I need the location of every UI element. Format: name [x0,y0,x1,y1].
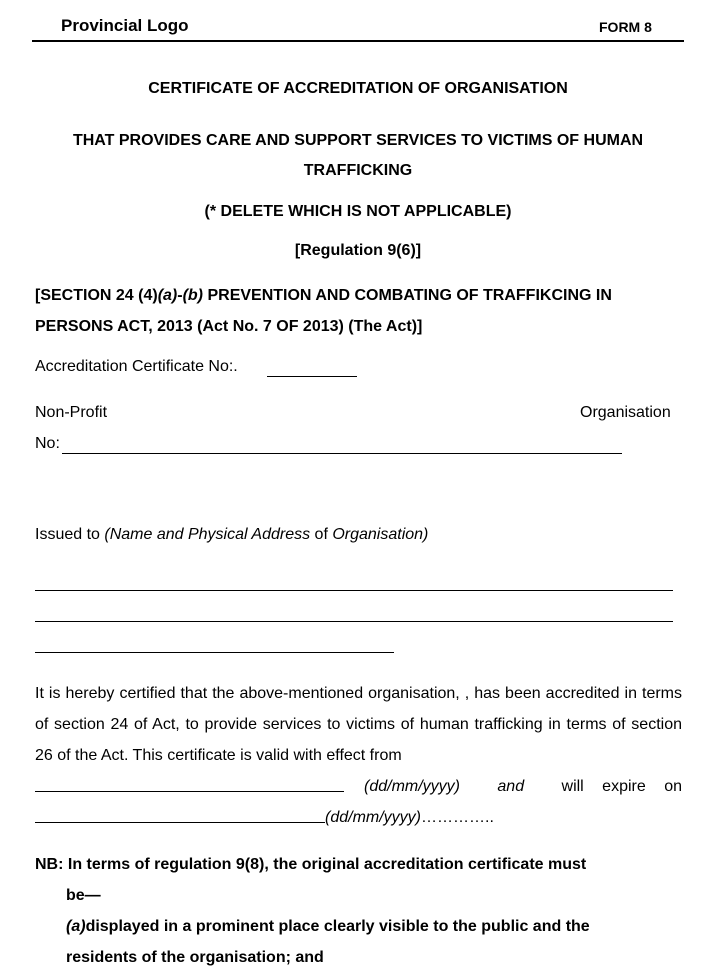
nb-be: be— [66,887,101,904]
section-reference: [SECTION 24 (4)(a)-(b) PREVENTION AND COMBATING OF TRAFFIKCING IN PERSONS ACT, 2013 (Act No. 7 OF 2013) (The Act)] [35,287,612,335]
address-line-3[interactable] [35,652,394,653]
regulation-reference: [Regulation 9(6)] [294,242,422,259]
certificate-title: CERTIFICATE OF ACCREDITATION OF ORGANISATION [148,80,568,97]
provincial-logo: Provincial Logo [61,16,189,35]
certification-statement: It is hereby certified that the above-mentioned organisation, , has been accredited in terms of section 24 of Act, to provide services to victims of human trafficking in terms of section 26 of the Act. This certificate is valid with effect from [35,685,682,764]
accreditation-number-field[interactable] [267,376,357,377]
trailing-dots: ………….. [421,809,494,826]
accreditation-number-label: Accreditation Certificate No:. [35,358,238,375]
delete-note: (* DELETE WHICH IS NOT APPLICABLE) [204,203,512,220]
form-number: FORM 8 [599,19,652,35]
npo-number-label: No: [35,435,60,452]
header-rule [32,40,684,42]
expire-phrase: will expire on [561,778,682,795]
nb-item-a-cont: residents of the organisation; and [66,949,324,966]
validity-dates [35,771,682,833]
organisation-label: Organisation [580,404,671,421]
start-date-field[interactable] [35,791,344,792]
address-line-1[interactable] [35,590,673,591]
and-word: and [497,778,525,795]
issued-to-label: Issued to (Name and Physical Address of Organisation) [35,526,429,543]
nonprofit-label: Non-Profit [35,404,108,421]
certificate-subtitle: THAT PROVIDES CARE AND SUPPORT SERVICES TO VICTIMS OF HUMAN TRAFFICKING [72,132,644,179]
npo-number-field[interactable] [62,453,622,454]
nb-note: NB: In terms of regulation 9(8), the original accreditation certificate must [35,856,587,873]
expiry-date-field[interactable] [35,822,325,823]
date-format-end: (dd/mm/yyyy) [325,809,421,826]
date-format-start: (dd/mm/yyyy) [364,778,460,795]
nb-item-a: (a)displayed in a prominent place clearly visible to the public and the [66,918,590,935]
address-line-2[interactable] [35,621,673,622]
